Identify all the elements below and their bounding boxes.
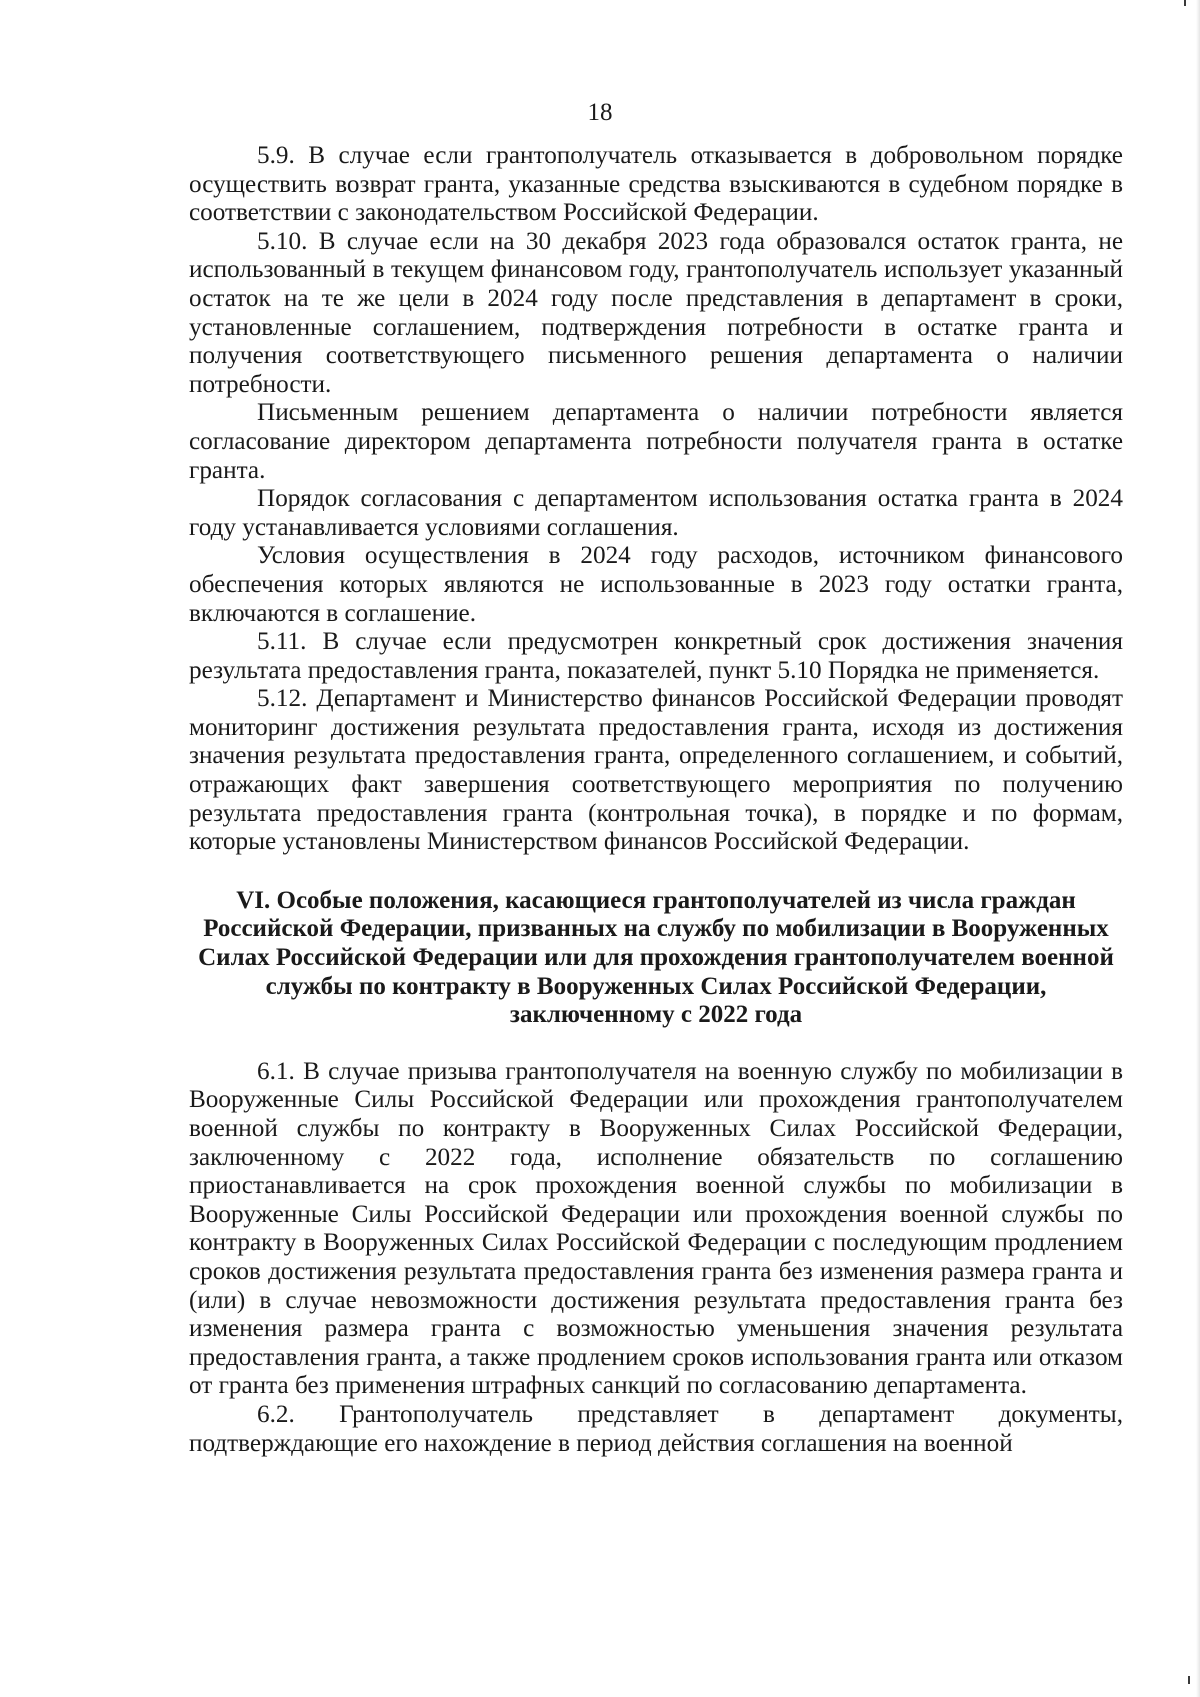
paragraph-5-10: 5.10. В случае если на 30 декабря 2023 года образовался остаток гранта, не использованный в текущем финансовом году, грантополучатель использует указанный остаток на те же цели в 2024 году после представления в департамент в сроки, установленные соглашением, подтверждения потребности в остатке гранта и получения соответствующего письменного решения департамента о наличии потребности. bbox=[189, 227, 1123, 398]
paragraph-5-11: 5.11. В случае если предусмотрен конкретный срок достижения значения результата предоставления гранта, показателей, пункт 5.10 Порядка не применяется. bbox=[189, 628, 1123, 684]
scan-mark-bottom bbox=[1188, 1676, 1190, 1684]
paragraph-6-2: 6.2. Грантополучатель представляет в департамент документы, подтверждающие его нахождение в период действия соглашения на военной bbox=[189, 1400, 1123, 1457]
paragraph-approval-procedure: Порядок согласования с департаментом использования остатка гранта в 2024 году устанавливается условиями соглашения. bbox=[189, 485, 1123, 541]
paragraph-expense-conditions: Условия осуществления в 2024 году расходов, источником финансового обеспечения которых являются не использованные в 2023 году остатки гранта, включаются в соглашение. bbox=[189, 542, 1123, 627]
paragraph-written-decision: Письменным решением департамента о наличии потребности является согласование директором департамента потребности получателя гранта в остатке гранта. bbox=[189, 399, 1123, 484]
section-vi-heading: VI. Особые положения, касающиеся грантополучателей из числа граждан Российской Федерации, призванных на службу по мобилизации в Вооруженных Силах Российской Федерации или для прохождения грантополучателем военной службы по контракту в Вооруженных Силах Российской Федерации, заключенному с 2022 года bbox=[198, 886, 1114, 1029]
scan-mark-top bbox=[1184, 0, 1186, 6]
document-body bbox=[189, 142, 1123, 1458]
page-number: 18 bbox=[587, 99, 613, 126]
paragraph-5-12: 5.12. Департамент и Министерство финансов Российской Федерации проводят мониторинг достижения результата предоставления гранта, исходя из достижения значения результата предоставления гранта, определенного соглашением, и событий, отражающих факт завершения соответствующего мероприятия по получению результата предоставления гранта (контрольная точка), в порядке и по формам, которые установлены Министерством финансов Российской Федерации. bbox=[189, 685, 1123, 856]
paragraph-6-1: 6.1. В случае призыва грантополучателя на военную службу по мобилизации в Вооруженные Силы Российской Федерации или прохождения грантополучателем военной службы по контракту в Вооруженных Силах Российской Федерации, заключенному с 2022 года, исполнение обязательств по соглашению приостанавливается на срок прохождения военной службы по мобилизации в Вооруженные Силы Российской Федерации или прохождения военной службы по контракту в Вооруженных Силах Российской Федерации с последующим продлением сроков достижения результата предоставления гранта без изменения размера гранта и (или) в случае невозможности достижения результата предоставления гранта без изменения размера гранта с возможностью уменьшения значения результата предоставления гранта, а также продлением сроков использования гранта или отказом от гранта без применения штрафных санкций по согласованию департамента. bbox=[189, 1057, 1123, 1400]
paragraph-5-9: 5.9. В случае если грантополучатель отказывается в добровольном порядке осуществить возврат гранта, указанные средства взыскиваются в судебном порядке в соответствии с законодательством Российской Федерации. bbox=[189, 142, 1123, 227]
scan-edge bbox=[1196, 0, 1200, 1697]
